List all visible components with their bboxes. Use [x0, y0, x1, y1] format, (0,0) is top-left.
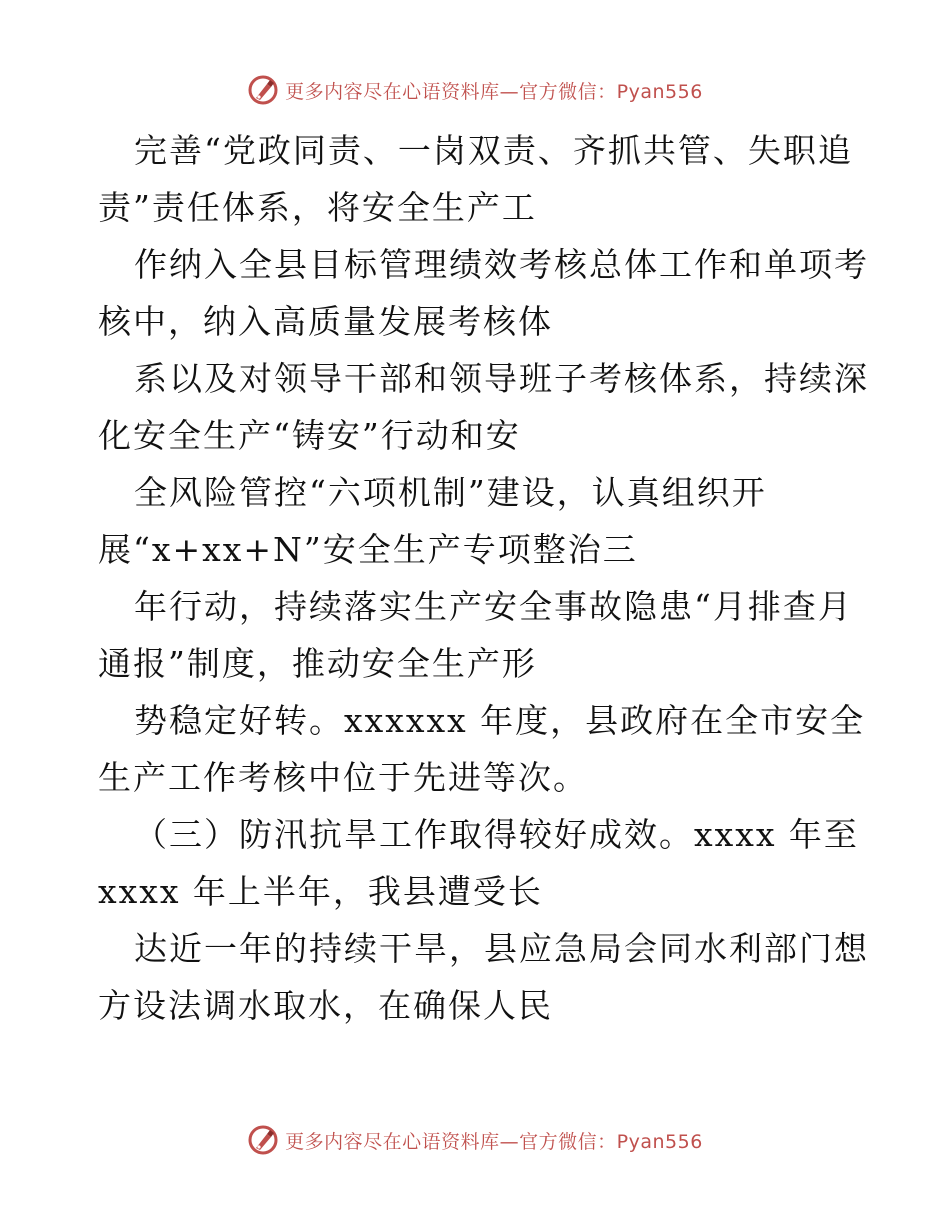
- text-line: 责”责任体系，将安全生产工: [98, 188, 537, 227]
- text-line: xxxx 年上半年，我县遭受长: [98, 872, 543, 911]
- document-body: [98, 122, 869, 1034]
- footer-watermark: [0, 1120, 950, 1160]
- text-line: 展“x+xx+N”安全生产专项整治三: [98, 530, 638, 569]
- watermark-text: 更多内容尽在心语资料库—官方微信：Pyan556: [285, 1130, 703, 1153]
- text-line: 生产工作考核中位于先进等次。: [98, 758, 588, 797]
- pen-nib-logo-icon: [247, 74, 279, 106]
- header-watermark: [0, 70, 950, 110]
- text-line: 年行动，持续落实生产安全事故隐患“月排查月: [134, 587, 853, 626]
- watermark-text: 更多内容尽在心语资料库—官方微信：Pyan556: [285, 80, 703, 103]
- text-line: 完善“党政同责、一岗双责、齐抓共管、失职追: [134, 131, 853, 170]
- text-line: 作纳入全县目标管理绩效考核总体工作和单项考: [134, 245, 869, 284]
- text-line: 化安全生产“铸安”行动和安: [98, 416, 521, 455]
- text-line: 方设法调水取水，在确保人民: [98, 986, 553, 1025]
- text-line: （三）防汛抗旱工作取得较好成效。xxxx 年至: [134, 815, 859, 854]
- text-line: 达近一年的持续干旱，县应急局会同水利部门想: [134, 929, 869, 968]
- text-line: 通报”制度，推动安全生产形: [98, 644, 537, 683]
- text-line: 全风险管控“六项机制”建设，认真组织开: [134, 473, 767, 512]
- text-line: 势稳定好转。xxxxxx 年度，县政府在全市安全: [134, 701, 866, 740]
- pen-nib-logo-icon: [247, 1124, 279, 1156]
- text-line: 系以及对领导干部和领导班子考核体系，持续深: [134, 359, 869, 398]
- text-line: 核中，纳入高质量发展考核体: [98, 302, 553, 341]
